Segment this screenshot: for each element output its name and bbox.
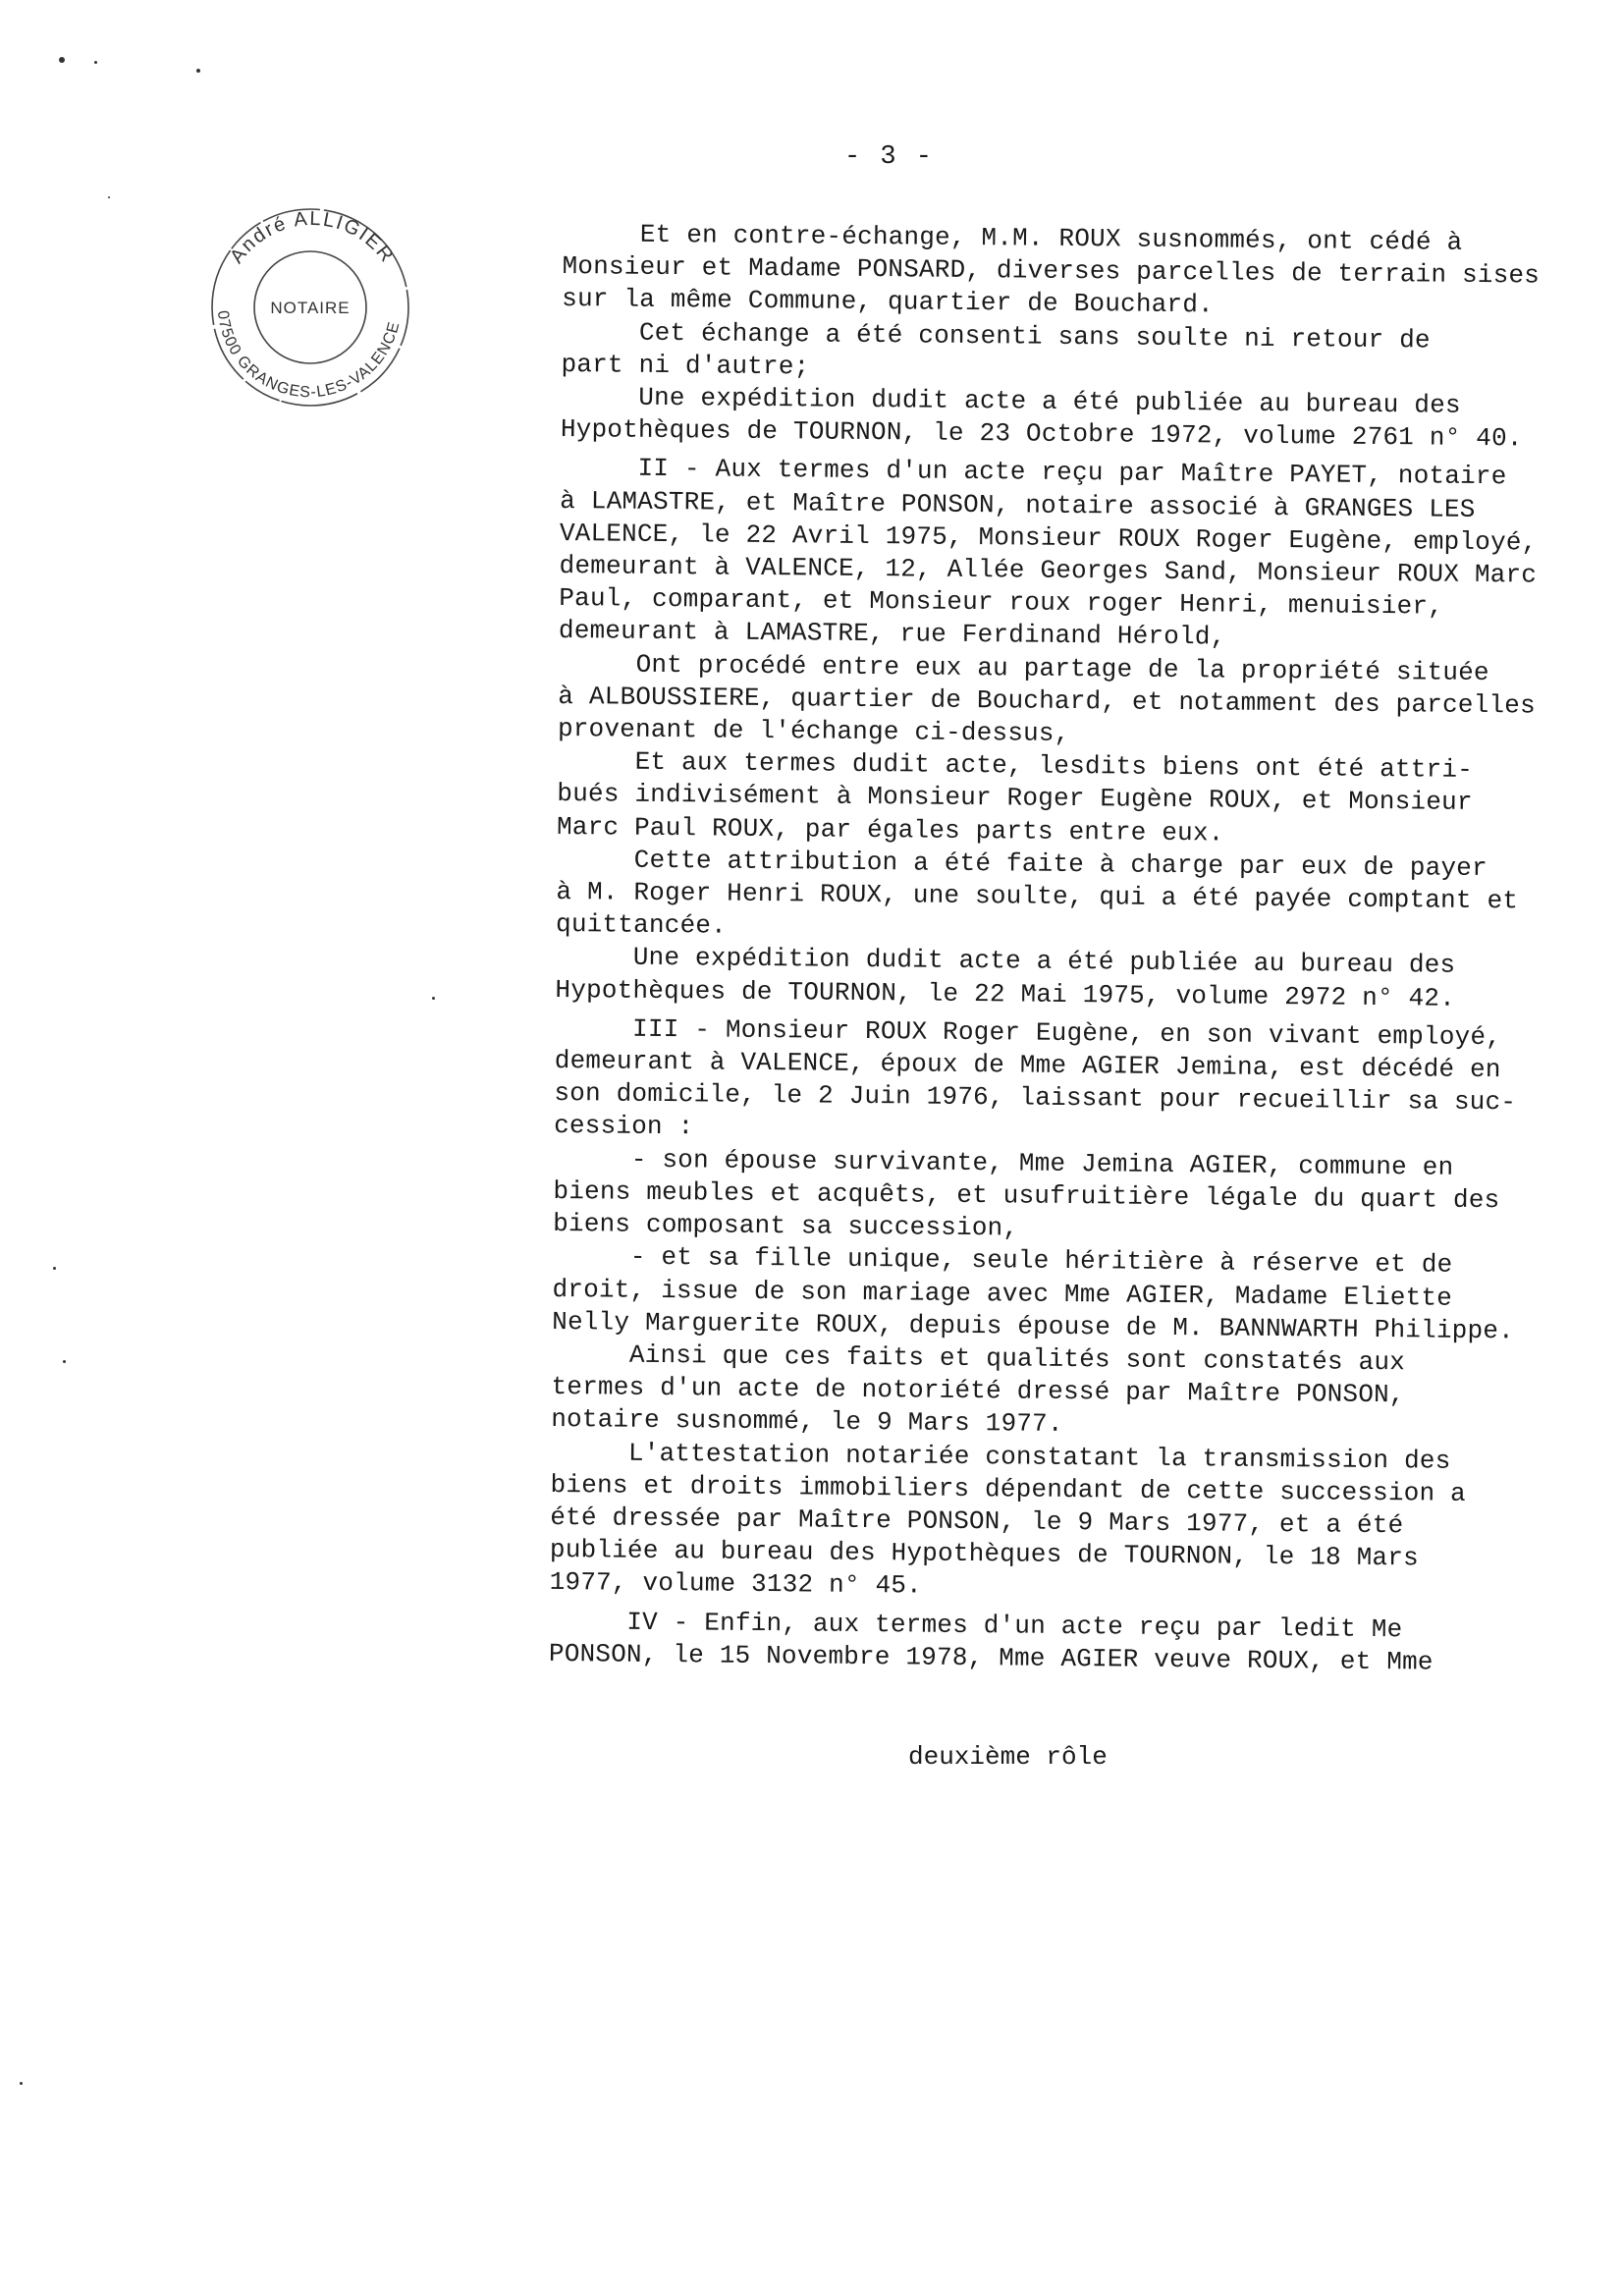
text-line: biens composant sa succession, [553,1209,1019,1243]
stamp-bottom-text: 07500 GRANGES-LES-VALENCE [213,309,404,402]
svg-text:07500 GRANGES-LES-VALENCE [214,309,404,401]
text-line: publiée au bureau des Hypothèques de TOURNON, le 18 Mars [549,1535,1420,1573]
text-line: Cette attribution a été faite à charge par eux de payer [556,844,1488,883]
text-line: Marc Paul ROUX, par égales parts entre eux. [556,811,1224,848]
stamp-top-text: André ALLIGIER [226,207,399,268]
page-footer: deuxième rôle [908,1742,1108,1772]
text-line: été dressée par Maître PONSON, le 9 Mars 1977, et a été [550,1502,1404,1541]
text-line: droit, issue de son mariage avec Mme AGIER, Madame Eliette [552,1274,1453,1313]
text-line: PONSON, le 15 Novembre 1978, Mme AGIER veuve ROUX, et Mme [548,1638,1434,1677]
text-line: à ALBOUSSIERE, quartier de Bouchard, et notamment des parcelles [558,681,1536,721]
text-line: bués indivisément à Monsieur Roger Eugène ROUX, et Monsieur [557,779,1473,818]
text-line: Ainsi que ces faits et qualités sont constatés aux [551,1339,1406,1378]
text-line: Et en contre-échange, M.M. ROUX susnommés, ont cédé à [562,218,1463,257]
text-line: Ont procédé entre eux au partage de la propriété située [558,648,1489,687]
scan-speck [59,57,65,63]
text-line: son domicile, le 2 Juin 1976, laissant pour recueillir sa suc- [554,1078,1517,1118]
text-line: notaire susnommé, le 9 Mars 1977. [551,1404,1063,1440]
text-line: - son épouse survivante, Mme Jemina AGIER, commune en [553,1143,1454,1182]
text-line: Paul, comparant, et Monsieur roux roger Henri, menuisier, [559,583,1444,622]
stamp-center-text: NOTAIRE [270,299,351,317]
text-line: sur la même Commune, quartier de Bouchard. [562,284,1215,320]
notary-stamp [204,201,415,412]
scan-speck [20,2082,23,2085]
scan-speck [94,61,97,64]
text-line: L'attestation notariée constatant la transmission des [550,1437,1451,1476]
text-line: Une expédition dudit acte a été publiée au bureau des [561,382,1461,420]
scan-speck [108,196,110,198]
text-line: quittancée. [555,909,728,941]
document-body [549,218,1594,1680]
text-line: Une expédition dudit acte a été publiée au bureau des [555,942,1456,981]
scan-speck [53,1267,56,1270]
text-line: - et sa fille unique, seule héritière à réserve et de [552,1241,1453,1281]
text-line: provenant de l'échange ci-dessus, [557,714,1070,749]
text-line: Cet échange a été consenti sans soulte ni retour de [561,316,1431,355]
scan-speck [63,1360,66,1363]
text-line: Monsieur et Madame PONSARD, diverses parcelles de terrain sises [562,251,1541,291]
text-line: demeurant à LAMASTRE, rue Ferdinand Hérold, [558,616,1226,652]
scan-speck [196,69,200,73]
text-line: termes d'un acte de notoriété dressé par Maître PONSON, [551,1372,1405,1410]
text-line: 1977, volume 3132 n° 45. [549,1567,923,1601]
text-line: IV - Enfin, aux termes d'un acte reçu par ledit Me [549,1606,1403,1644]
text-line: biens meubles et acquêts, et usufruitière légale du quart des [553,1175,1500,1216]
text-line: II - Aux termes d'un acte reçu par Maître PAYET, notaire [560,453,1507,492]
page-number: - 3 - [844,142,935,172]
text-line: Hypothèques de TOURNON, le 22 Mai 1975, volume 2972 n° 42. [555,974,1456,1013]
text-line: demeurant à VALENCE, époux de Mme AGIER Jemina, est décédé en [554,1046,1501,1085]
svg-text:André ALLIGIER [226,208,399,268]
text-line: VALENCE, le 22 Avril 1975, Monsieur ROUX Roger Eugène, employé, [559,518,1538,558]
text-line: demeurant à VALENCE, 12, Allée Georges Sand, Monsieur ROUX Marc [559,551,1538,590]
text-line: à M. Roger Henri ROUX, une soulte, qui a été payée comptant et [556,877,1519,916]
text-line: III - Monsieur ROUX Roger Eugène, en son vivant employé, [554,1012,1502,1053]
text-line: à LAMASTRE, et Maître PONSON, notaire associé à GRANGES LES [560,485,1476,524]
text-line: part ni d'autre; [561,349,810,382]
text-line: Et aux termes dudit acte, lesdits biens ont été attri- [557,746,1474,786]
text-line: Nelly Marguerite ROUX, depuis épouse de M. BANNWARTH Philippe. [552,1306,1515,1346]
scan-speck [432,997,435,1000]
text-line: Hypothèques de TOURNON, le 23 Octobre 1972, volume 2761 n° 40. [560,414,1523,454]
text-line: biens et droits immobiliers dépendant de cette succession a [550,1469,1467,1508]
text-line: cession : [553,1111,694,1142]
